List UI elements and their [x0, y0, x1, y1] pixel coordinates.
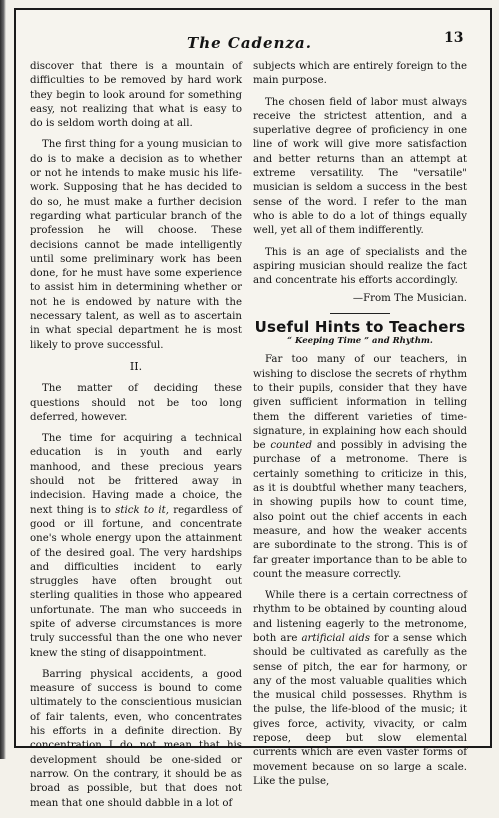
- page-binding-edge: [0, 0, 6, 759]
- paragraph-text: The time for acquiring a technical education is in youth and early manhood, and these precious years should not be frittered away in indecision. Having made a choice, the next thing is to: [30, 433, 242, 516]
- paragraph: subjects which are entirely foreign to the main purpose.: [253, 61, 467, 87]
- running-head: The Cadenza.: [187, 34, 312, 52]
- section-number: II.: [129, 359, 143, 373]
- article-heading: Useful Hints to Teachers: [254, 317, 466, 336]
- paragraph-text: and possibly in advising the purchase of a metronome. There is certainly something to criticize in this, as it is doubtful whether many teachers, in showing pupils how to count time, also point out the chief accents in each measure, and how the weaker accents are subordinate to the strong. This is of far greater importance than to be able to count the measure correctly.: [253, 440, 467, 580]
- attribution: —From The Musician.: [352, 293, 467, 305]
- left-column: [30, 60, 242, 818]
- paragraph: The first thing for a young musician to do is to make a decision as to whether or not he intends to make music his life-work. Supposing that he has decided to do so, he must make a further decision regarding what particular branch of the profession he will choose. These decisions cannot be made intelligently until some preliminary work has been done, for he must have some experience to assist him in determining whether or not he is endowed by nature with the necessary talent, as well as to ascertain in what special department he is most likely to prove successful.: [30, 139, 242, 351]
- paragraph: This is an age of specialists and the aspiring musician should realize the fact and concentrate his efforts accordingly.: [253, 246, 467, 287]
- paragraph: The chosen field of labor must always receive the strictest attention, and a superlative degree of proficiency in one line of work will give more satisfaction and better returns than an attempt at extreme versatility. The "versatile" musician is seldom a success in the best sense of the word. I refer to the man who is able to do a lot of things equally well, yet all of them indifferently.: [253, 96, 467, 237]
- paragraph: discover that there is a mountain of difficulties to be removed by hard work they begin to look around for something easy, not realizing that what is easy to do is seldom worth doing at all.: [30, 61, 242, 130]
- paragraph: [253, 353, 467, 582]
- article-subheading: “ Keeping Time ” and Rhythm.: [287, 336, 433, 347]
- emphasis-text: artificial aids: [301, 632, 370, 644]
- page-number: 13: [444, 30, 464, 46]
- paragraph: The matter of deciding these questions should not be too long deferred, however.: [30, 383, 242, 423]
- paragraph: [253, 589, 467, 789]
- paragraph-text: for a sense which should be cultivated as carefully as the sense of pitch, the ear for harmony, or any of the most valuable qualities which the musical child possesses. Rhythm is the pulse, the life-blood of the music; it gives force, activity, vivacity, or calm repose, deep but slow elemental currents which are even vaster forms of movement because on so large a scale. Like the pulse,: [253, 632, 467, 787]
- paragraph-text: Far too many of our teachers, in wishing to disclose the secrets of rhythm to their pupils, consider that they have given sufficient information in telling them the different varieties of time-signature, in explaining how each should be: [253, 354, 467, 452]
- paragraph: [30, 432, 242, 661]
- paragraph-text: regardless of good or ill fortune, and concentrate one's whole energy upon the attainment of the desired goal. The very hardships and difficulties incident to early struggles have often brought out sterling qualities in those who appeared unfortunate. The man who succeeds in spite of adverse circumstances is more truly successful than the one who never knew the sting of disappointment.: [30, 504, 242, 659]
- divider: [330, 313, 390, 314]
- emphasis-text: counted: [270, 440, 313, 452]
- paragraph-text: While there is a certain correctness of rhythm to be obtained by counting aloud and listening eagerly to the metronome, both are: [253, 590, 467, 644]
- right-column: [253, 60, 467, 796]
- emphasis-text: stick to it,: [115, 504, 169, 516]
- paragraph: Barring physical accidents, a good measure of success is bound to come ultimately to the conscientious musician of fair talents, even, who concentrates his efforts in a definite direction. By concentration I do not mean that his development should be one-sided or narrow. On the contrary, it should be as broad as possible, but that does not mean that one should dabble in a lot of: [30, 668, 242, 809]
